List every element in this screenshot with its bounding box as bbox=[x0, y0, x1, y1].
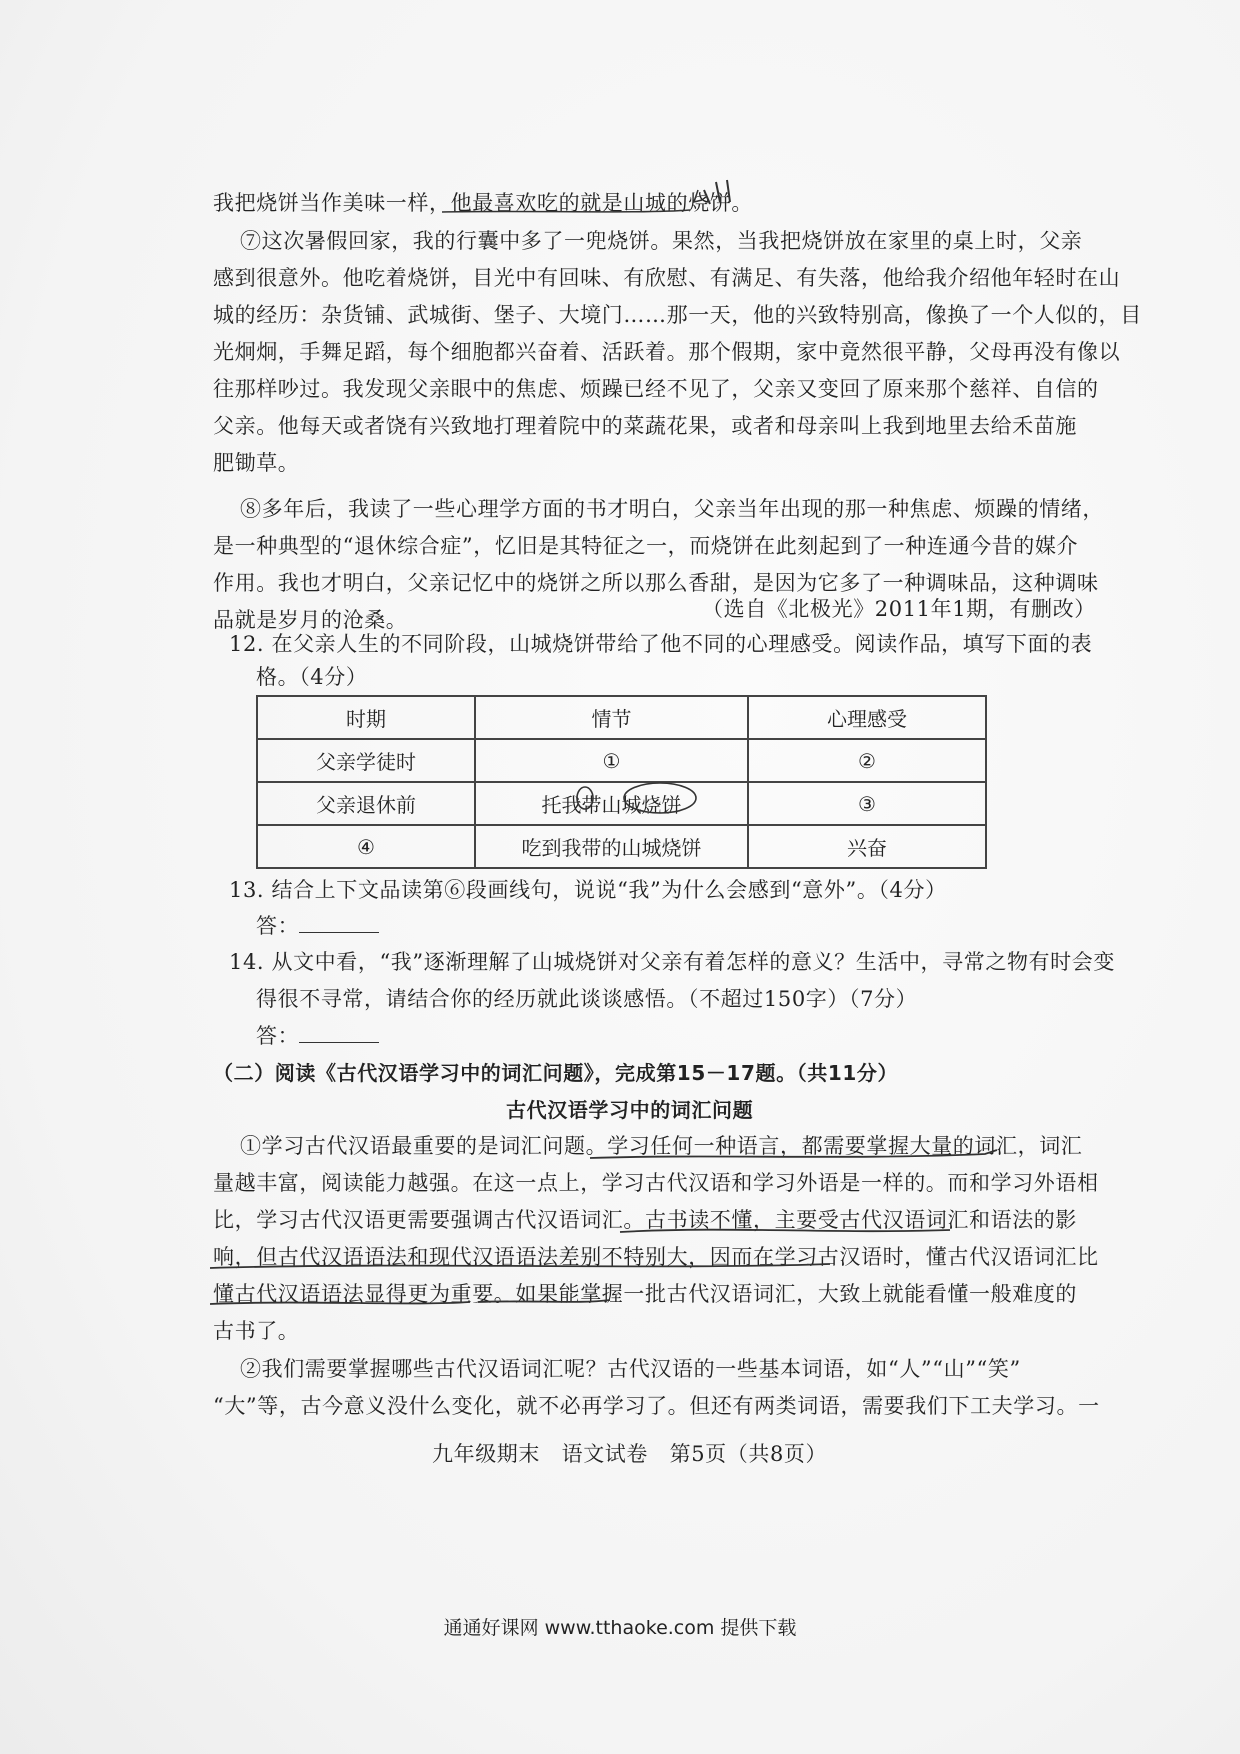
table-cell: ② bbox=[748, 739, 986, 782]
paragraph-line: 品就是岁月的沧桑。 bbox=[213, 608, 408, 632]
answer-label: 答： bbox=[256, 1024, 300, 1048]
section-heading: （二）阅读《古代汉语学习中的词汇问题》，完成第15－17题。（共11分） bbox=[213, 1061, 899, 1085]
paragraph-line: 光炯炯，手舞足蹈，每个细胞都兴奋着、活跃着。那个假期，家中竟然很平静，父母再没有像以 bbox=[213, 340, 1121, 364]
table-cell: 吃到我带的山城烧饼 bbox=[475, 825, 748, 868]
paragraph-line: 响，但古代汉语语法和现代汉语语法差别不特别大，因而在学习古汉语时，懂古代汉语词汇比 bbox=[213, 1245, 1099, 1269]
question-13: 13. 结合上下文品读第⑥段画线句，说说“我”为什么会感到“意外”。（4分） bbox=[229, 878, 947, 902]
paragraph-line: 我把烧饼当作美味一样，他最喜欢吃的就是山城的烧饼。 bbox=[213, 191, 753, 215]
source-citation: （选自《北极光》2011年1期，有删改） bbox=[702, 597, 1096, 621]
table-cell: 托我带山城烧饼 bbox=[475, 782, 748, 825]
answer-label: 答： bbox=[256, 914, 300, 938]
paragraph-line: 量越丰富，阅读能力越强。在这一点上，学习古代汉语和学习外语是一样的。而和学习外语相 bbox=[213, 1171, 1099, 1195]
handwritten-underline bbox=[440, 176, 800, 226]
paragraph-line: 是一种典型的“退休综合症”，忆旧是其特征之一，而烧饼在此刻起到了一种连通今昔的媒介 bbox=[213, 534, 1079, 558]
table-cell: 兴奋 bbox=[748, 825, 986, 868]
table-cell: ④ bbox=[257, 825, 475, 868]
paragraph-line: ⑧多年后，我读了一些心理学方面的书才明白，父亲当年出现的那一种焦虑、烦躁的情绪， bbox=[240, 497, 1104, 521]
paragraph-line: ⑦这次暑假回家，我的行囊中多了一兜烧饼。果然，当我把烧饼放在家里的桌上时，父亲 bbox=[240, 229, 1083, 253]
handwritten-underlines bbox=[210, 1140, 1010, 1320]
question-14: 14. 从文中看，“我”逐渐理解了山城烧饼对父亲有着怎样的意义？生活中，寻常之物有时会变 bbox=[229, 950, 1115, 974]
paragraph-line: ②我们需要掌握哪些古代汉语词汇呢？古代汉语的一些基本词语，如“人”“山”“笑” bbox=[240, 1357, 1021, 1381]
table-cell: 父亲退休前 bbox=[257, 782, 475, 825]
table-header: 情节 bbox=[475, 696, 748, 739]
table-header: 心理感受 bbox=[748, 696, 986, 739]
paragraph-line: “大”等，古今意义没什么变化，就不必再学习了。但还有两类词语，需要我们下工夫学习。一 bbox=[213, 1394, 1100, 1418]
table-cell: ③ bbox=[748, 782, 986, 825]
question-12-cont: 格。（4分） bbox=[256, 665, 368, 689]
paragraph-line: ①学习古代汉语最重要的是词汇问题。学习任何一种语言，都需要掌握大量的词汇，词汇 bbox=[240, 1134, 1083, 1158]
page-number: 九年级期末 语文试卷 第5页（共8页） bbox=[432, 1442, 828, 1466]
paragraph-line: 肥锄草。 bbox=[213, 451, 300, 475]
question-14-cont: 得很不寻常，请结合你的经历就此谈谈感悟。（不超过150字）（7分） bbox=[256, 987, 918, 1011]
page-footer: 通通好课网 www.tthaoke.com 提供下载 bbox=[443, 1617, 797, 1639]
paragraph-line: 城的经历：杂货铺、武城街、堡子、大境门……那一天，他的兴致特别高，像换了一个人似的，目 bbox=[213, 303, 1142, 327]
paragraph-line: 懂古代汉语语法显得更为重要。如果能掌握一批古代汉语词汇，大致上就能看懂一般难度的 bbox=[213, 1282, 1077, 1306]
answer-blank[interactable] bbox=[299, 1026, 379, 1043]
answer-blank[interactable] bbox=[299, 916, 379, 933]
table-header-row bbox=[257, 696, 986, 739]
handwritten-circle bbox=[560, 776, 700, 820]
table-cell: ① bbox=[475, 739, 748, 782]
paragraph-line: 古书了。 bbox=[213, 1319, 300, 1343]
table-cell: 父亲学徒时 bbox=[257, 739, 475, 782]
paragraph-line: 父亲。他每天或者饶有兴致地打理着院中的菜蔬花果，或者和母亲叫上我到地里去给禾苗施 bbox=[213, 414, 1077, 438]
article-title: 古代汉语学习中的词汇问题 bbox=[506, 1098, 754, 1122]
table-header: 时期 bbox=[257, 696, 475, 739]
paragraph-line: 比，学习古代汉语更需要强调古代汉语词汇。古书读不懂，主要受古代汉语词汇和语法的影 bbox=[213, 1208, 1077, 1232]
paragraph-line: 感到很意外。他吃着烧饼，目光中有回味、有欣慰、有满足、有失落，他给我介绍他年轻时在山 bbox=[213, 266, 1121, 290]
answer-area-13[interactable] bbox=[256, 910, 379, 940]
table-row bbox=[257, 825, 986, 868]
answer-area-14[interactable] bbox=[256, 1020, 379, 1050]
question-12: 12. 在父亲人生的不同阶段，山城烧饼带给了他不同的心理感受。阅读作品，填写下面的表 bbox=[229, 632, 1093, 656]
paragraph-line: 作用。我也才明白，父亲记忆中的烧饼之所以那么香甜，是因为它多了一种调味品，这种调味 bbox=[213, 571, 1099, 595]
paragraph-line: 往那样吵过。我发现父亲眼中的焦虑、烦躁已经不见了，父亲又变回了原来那个慈祥、自信的 bbox=[213, 377, 1099, 401]
